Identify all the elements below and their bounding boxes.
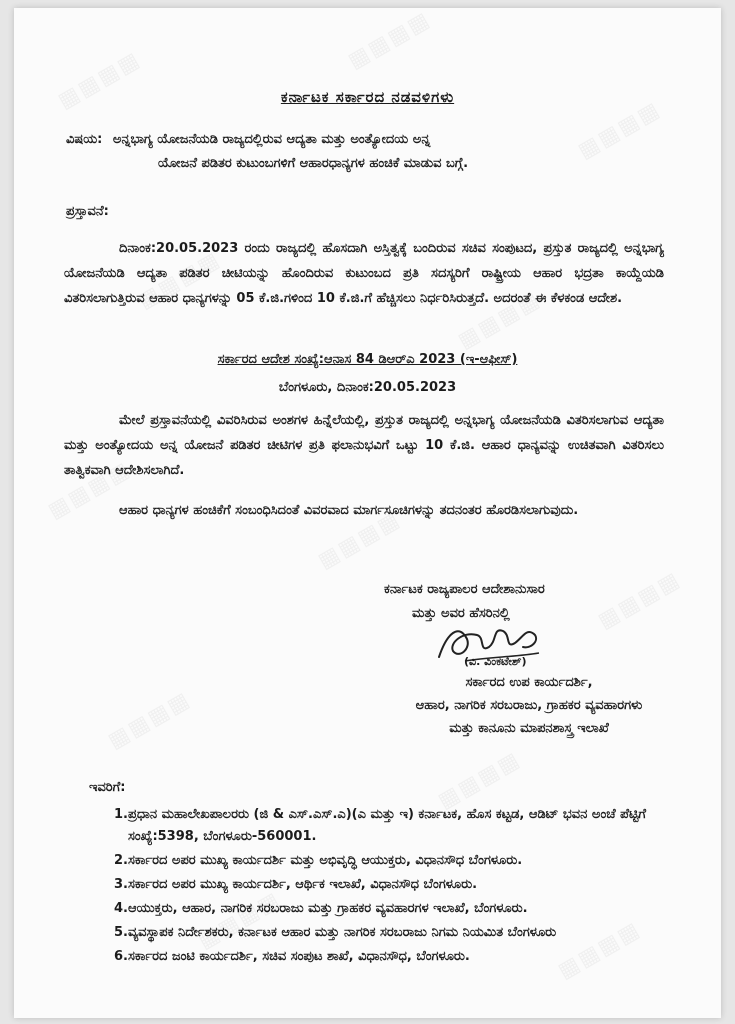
subject-label: ವಿಷಯ: bbox=[66, 132, 103, 147]
preamble-paragraph bbox=[64, 236, 664, 311]
preamble-heading: ಪ್ರಸ್ತಾವನೆ: bbox=[66, 204, 109, 219]
designation-line-1: ಸರ್ಕಾರದ ಉಪ ಕಾರ್ಯದರ್ಶಿ, bbox=[465, 675, 593, 690]
preamble-text: ದಿನಾಂಕ:20.05.2023 ರಂದು ರಾಜ್ಯದಲ್ಲಿ ಹೊಸದಾಗಿ ಅಸ್ತಿತ್ವಕ್ಕೆ ಬಂದಿರುವ ಸಚಿವ ಸಂಪುಟದ, ಪ್ರಸ್ತುತ ರಾಜ್ಯದಲ್ಲಿ ಅನ್ನಭಾಗ್ಯ ಯೋಜನೆಯಡಿ ಆದ್ಯತಾ ಪಡಿತರ ಚೀಟಿಯನ್ನು ಹೊಂದಿರುವ ಕುಟುಂಬದ ಪ್ರತಿ ಸದಸ್ಯರಿಗೆ ರಾಷ್ಟ್ರೀಯ ಆಹಾರ ಭದ್ರತಾ ಕಾಯ್ದೆಯಡಿ ವಿತರಿಸಲಾಗುತ್ತಿರುವ ಆಹಾರ ಧಾನ್ಯಗಳನ್ನು 05 ಕೆ.ಜಿ.ಗಳಿಂದ 10 ಕೆ.ಜಿ.ಗೆ ಹೆಚ್ಚಿಸಲು ನಿರ್ಧರಿಸಿರುತ್ತದೆ. ಅದರಂತೆ ಈ ಕೆಳಕಂಡ ಆದೇಶ. bbox=[64, 241, 664, 306]
place-date: ಬೆಂಗಳೂರು, ದಿನಾಂಕ:20.05.2023 bbox=[278, 380, 457, 395]
copy-to-heading: ಇವರಿಗೆ: bbox=[89, 780, 126, 795]
list-item: 2. ಸರ್ಕಾರದ ಅಪರ ಮುಖ್ಯ ಕಾರ್ಯದರ್ಶಿ ಮತ್ತು ಅಭಿವೃದ್ಧಿ ಆಯುಕ್ತರು, ವಿಧಾನಸೌಧ ಬೆಂಗಳೂರು. bbox=[114, 853, 523, 868]
signatory-name: (ವಿ. ವಿಂಕಟೇಶ್) bbox=[464, 655, 527, 668]
guidelines-paragraph bbox=[64, 498, 664, 523]
list-item: 1. ಪ್ರಧಾನ ಮಹಾಲೇಖಪಾಲರರು (ಜಿ & ಎಸ್.ಎಸ್.ಎ)(ಎ ಮತ್ತು ಇ) ಕರ್ನಾಟಕ, ಹೊಸ ಕಟ್ಟಡ, ಆಡಿಟ್ ಭವನ ಅಂಚೆ ಪೆಟ್ಟಿಗೆ ಸಂಖ್ಯೆ:5398, ಬೆಂಗಳೂರು-560001. bbox=[114, 807, 646, 844]
designation-line-3: ಮತ್ತು ಕಾನೂನು ಮಾಪನಶಾಸ್ತ್ರ ಇಲಾಖೆ bbox=[449, 721, 609, 736]
by-order-line-1: ಕರ್ನಾಟಕ ರಾಜ್ಯಪಾಲರ ಆದೇಶಾನುಸಾರ bbox=[384, 582, 545, 597]
document-page bbox=[14, 8, 721, 1018]
copy-to-list bbox=[114, 804, 674, 970]
list-item: 4. ಆಯುಕ್ತರು, ಆಹಾರ, ನಾಗರಿಕ ಸರಬರಾಜು ಮತ್ತು ಗ್ರಾಹಕರ ವ್ಯವಹಾರಗಳ ಇಲಾಖೆ, ಬೆಂಗಳೂರು. bbox=[114, 901, 528, 916]
by-order-line-2: ಮತ್ತು ಅವರ ಹೆಸರಿನಲ್ಲಿ bbox=[412, 606, 510, 621]
designation-line-2: ಆಹಾರ, ನಾಗರಿಕ ಸರಬರಾಜು, ಗ್ರಾಹಕರ ವ್ಯವಹಾರಗಳು bbox=[415, 698, 643, 713]
list-item: 5. ವ್ಯವಸ್ಥಾಪಕ ನಿರ್ದೇಶಕರು, ಕರ್ನಾಟಕ ಆಹಾರ ಮತ್ತು ನಾಗರಿಕ ಸರಬರಾಜು ನಿಗಮ ನಿಯಮಿತ ಬೆಂಗಳೂರು bbox=[114, 925, 557, 940]
list-item: 6. ಸರ್ಕಾರದ ಜಂಟಿ ಕಾರ್ಯದರ್ಶಿ, ಸಚಿವ ಸಂಪುಟ ಶಾಖೆ, ವಿಧಾನಸೌಧ, ಬೆಂಗಳೂರು. bbox=[114, 949, 470, 964]
order-paragraph bbox=[64, 408, 664, 483]
subject-line-1: ಅನ್ನಭಾಗ್ಯ ಯೋಜನೆಯಡಿ ರಾಜ್ಯದಲ್ಲಿರುವ ಆದ್ಯತಾ ಮತ್ತು ಅಂತ್ಯೋದಯ ಅನ್ನ bbox=[112, 132, 431, 147]
guidelines-text: ಆಹಾರ ಧಾನ್ಯಗಳ ಹಂಚಿಕೆಗೆ ಸಂಬಂಧಿಸಿದಂತೆ ವಿವರವಾದ ಮಾರ್ಗಸೂಚಿಗಳನ್ನು ತದನಂತರ ಹೊರಡಿಸಲಾಗುವುದು. bbox=[119, 503, 579, 518]
document-title: ಕರ್ನಾಟಕ ಸರ್ಕಾರದ ನಡವಳಿಗಳು bbox=[280, 88, 455, 106]
list-item: 3. ಸರ್ಕಾರದ ಅಪರ ಮುಖ್ಯ ಕಾರ್ಯದರ್ಶಿ, ಆರ್ಥಿಕ ಇಲಾಖೆ, ವಿಧಾನಸೌಧ ಬೆಂಗಳೂರು. bbox=[114, 877, 478, 892]
order-text: ಮೇಲೆ ಪ್ರಸ್ತಾವನೆಯಲ್ಲಿ ವಿವರಿಸಿರುವ ಅಂಶಗಳ ಹಿನ್ನೆಲೆಯಲ್ಲಿ, ಪ್ರಸ್ತುತ ರಾಜ್ಯದಲ್ಲಿ ಅನ್ನಭಾಗ್ಯ ಯೋಜನೆಯಡಿ ವಿತರಿಸಲಾಗುವ ಆದ್ಯತಾ ಮತ್ತು ಅಂತ್ಯೋದಯ ಅನ್ನ ಯೋಜನೆ ಪಡಿತರ ಚೀಟಿಗಳ ಪ್ರತಿ ಫಲಾನುಭವಿಗೆ ಒಟ್ಟು 10 ಕೆ.ಜಿ. ಆಹಾರ ಧಾನ್ಯವನ್ನು ಉಚಿತವಾಗಿ ವಿತರಿಸಲು ತಾತ್ವಿಕವಾಗಿ ಆದೇಶಿಸಲಾಗಿದೆ. bbox=[64, 413, 664, 478]
subject-line-2: ಯೋಜನೆ ಪಡಿತರ ಕುಟುಂಬಗಳಿಗೆ ಆಹಾರಧಾನ್ಯಗಳ ಹಂಚಿಕೆ ಮಾಡುವ ಬಗ್ಗೆ. bbox=[158, 156, 469, 171]
order-number-heading: ಸರ್ಕಾರದ ಆದೇಶ ಸಂಖ್ಯೆ:ಆನಾಸ 84 ಡಿಆರ್‌ಎ 2023 (ಇ-ಆಫೀಸ್) bbox=[217, 352, 518, 367]
designation-block bbox=[359, 671, 699, 740]
subject-block bbox=[66, 128, 666, 176]
